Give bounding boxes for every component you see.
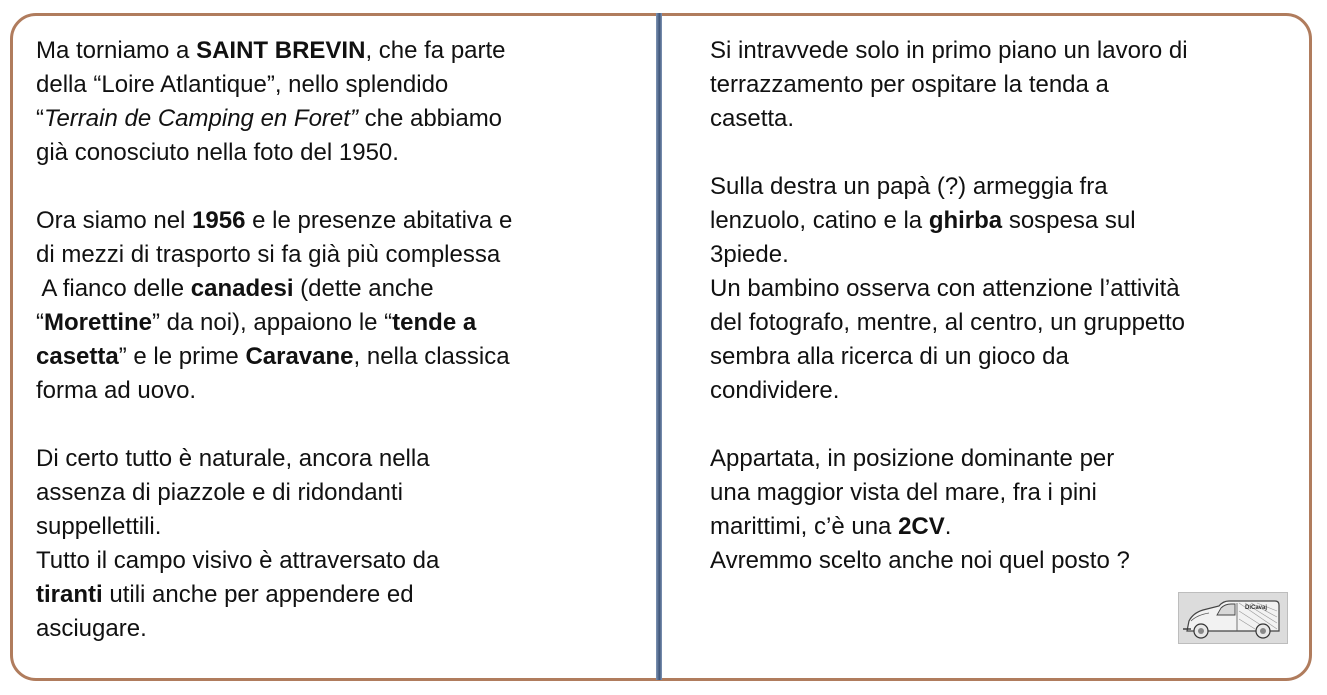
text-run: suppellettili. (36, 513, 162, 540)
text-run: Si intravvede solo in primo piano un lavoro di (710, 37, 1188, 64)
bold-text: 2CV (898, 513, 945, 540)
bold-text: SAINT BREVIN (196, 37, 366, 64)
text-line (36, 340, 636, 374)
text-run: di mezzi di trasporto si fa già più complessa (36, 241, 501, 268)
text-line (36, 204, 636, 238)
paragraph-gap (36, 170, 636, 204)
right-paragraph-1 (710, 34, 1300, 136)
text-line (36, 34, 636, 68)
text-line (36, 306, 636, 340)
text-run: assenza di piazzole e di ridondanti (36, 479, 403, 506)
text-line (36, 68, 636, 102)
right-paragraph-3 (710, 442, 1300, 578)
text-run: Avremmo scelto anche noi quel posto ? (710, 547, 1130, 574)
text-line (36, 476, 636, 510)
left-column (36, 34, 636, 646)
text-line (710, 272, 1300, 306)
text-line (710, 238, 1300, 272)
text-run: Sulla destra un papà (?) armeggia fra (710, 173, 1108, 200)
text-run: condividere. (710, 377, 840, 404)
text-line (710, 544, 1300, 578)
bold-text: tiranti (36, 581, 103, 608)
text-run: Di certo tutto è naturale, ancora nella (36, 445, 430, 472)
left-paragraph-1 (36, 34, 636, 170)
text-run: A fianco delle (36, 275, 191, 302)
text-line (710, 476, 1300, 510)
text-line (36, 272, 636, 306)
paragraph-gap (710, 408, 1300, 442)
text-run: Appartata, in posizione dominante per (710, 445, 1115, 472)
text-line (710, 442, 1300, 476)
text-run: terrazzamento per ospitare la tenda a (710, 71, 1109, 98)
text-run: utili anche per appendere ed (102, 581, 414, 608)
text-run: sospesa sul (1002, 207, 1136, 234)
text-run: sembra alla ricerca di un gioco da (710, 343, 1069, 370)
text-run: una maggior vista del mare, fra i pini (710, 479, 1097, 506)
text-run: della “Loire Atlantique”, nello splendido (36, 71, 449, 98)
text-line (710, 204, 1300, 238)
text-line (36, 374, 636, 408)
text-line (36, 612, 636, 646)
text-run: , che fa parte (365, 37, 506, 64)
text-run: “ (36, 105, 44, 132)
text-line (36, 136, 636, 170)
text-line (710, 170, 1300, 204)
italic-text: Terrain de Camping en Foret” (44, 105, 358, 132)
text-line (36, 510, 636, 544)
paragraph-gap (710, 136, 1300, 170)
column-divider (656, 13, 662, 680)
text-run: casetta. (710, 105, 795, 132)
text-line (36, 544, 636, 578)
text-line (710, 306, 1300, 340)
text-run: lenzuolo, catino e la (710, 207, 929, 234)
text-run: ” da noi), appaiono le “ (152, 309, 393, 336)
text-run: del fotografo, mentre, al centro, un gruppetto (710, 309, 1185, 336)
right-column (710, 34, 1300, 578)
bold-text: Caravane (245, 343, 354, 370)
text-run: ” e le prime (118, 343, 246, 370)
text-run: (dette anche (293, 275, 434, 302)
text-line (36, 238, 636, 272)
text-run: forma ad uovo. (36, 377, 197, 404)
text-run: asciugare. (36, 615, 147, 642)
2cv-logo (1178, 592, 1288, 644)
logo-text: DiCavaj (1245, 605, 1268, 611)
text-line (36, 578, 636, 612)
text-run: Ora siamo nel (36, 207, 193, 234)
text-run: e le presenze abitativa e (245, 207, 513, 234)
text-run: Ma torniamo a (36, 37, 197, 64)
text-line (710, 374, 1300, 408)
bold-text: Morettine (44, 309, 152, 336)
text-line (710, 340, 1300, 374)
bold-text: tende a (392, 309, 477, 336)
text-line (36, 442, 636, 476)
paragraph-gap (36, 408, 636, 442)
text-line (710, 68, 1300, 102)
text-run: già conosciuto nella foto del 1950. (36, 139, 399, 166)
text-run: “ (36, 309, 44, 336)
text-run: , nella classica (353, 343, 510, 370)
bold-text: 1956 (192, 207, 246, 234)
2cv-van-icon (1179, 593, 1287, 643)
left-paragraph-2 (36, 204, 636, 408)
text-line (710, 34, 1300, 68)
text-run: . (944, 513, 952, 540)
text-line (710, 102, 1300, 136)
text-line (36, 102, 636, 136)
left-paragraph-3 (36, 442, 636, 646)
text-run: che abbiamo (357, 105, 503, 132)
text-run: 3piede. (710, 241, 789, 268)
text-run: Tutto il campo visivo è attraversato da (36, 547, 440, 574)
text-line (710, 510, 1300, 544)
bold-text: casetta (36, 343, 119, 370)
text-run: Un bambino osserva con attenzione l’attività (710, 275, 1180, 302)
text-run: marittimi, c’è una (710, 513, 899, 540)
bold-text: canadesi (190, 275, 294, 302)
right-paragraph-2 (710, 170, 1300, 408)
bold-text: ghirba (928, 207, 1003, 234)
